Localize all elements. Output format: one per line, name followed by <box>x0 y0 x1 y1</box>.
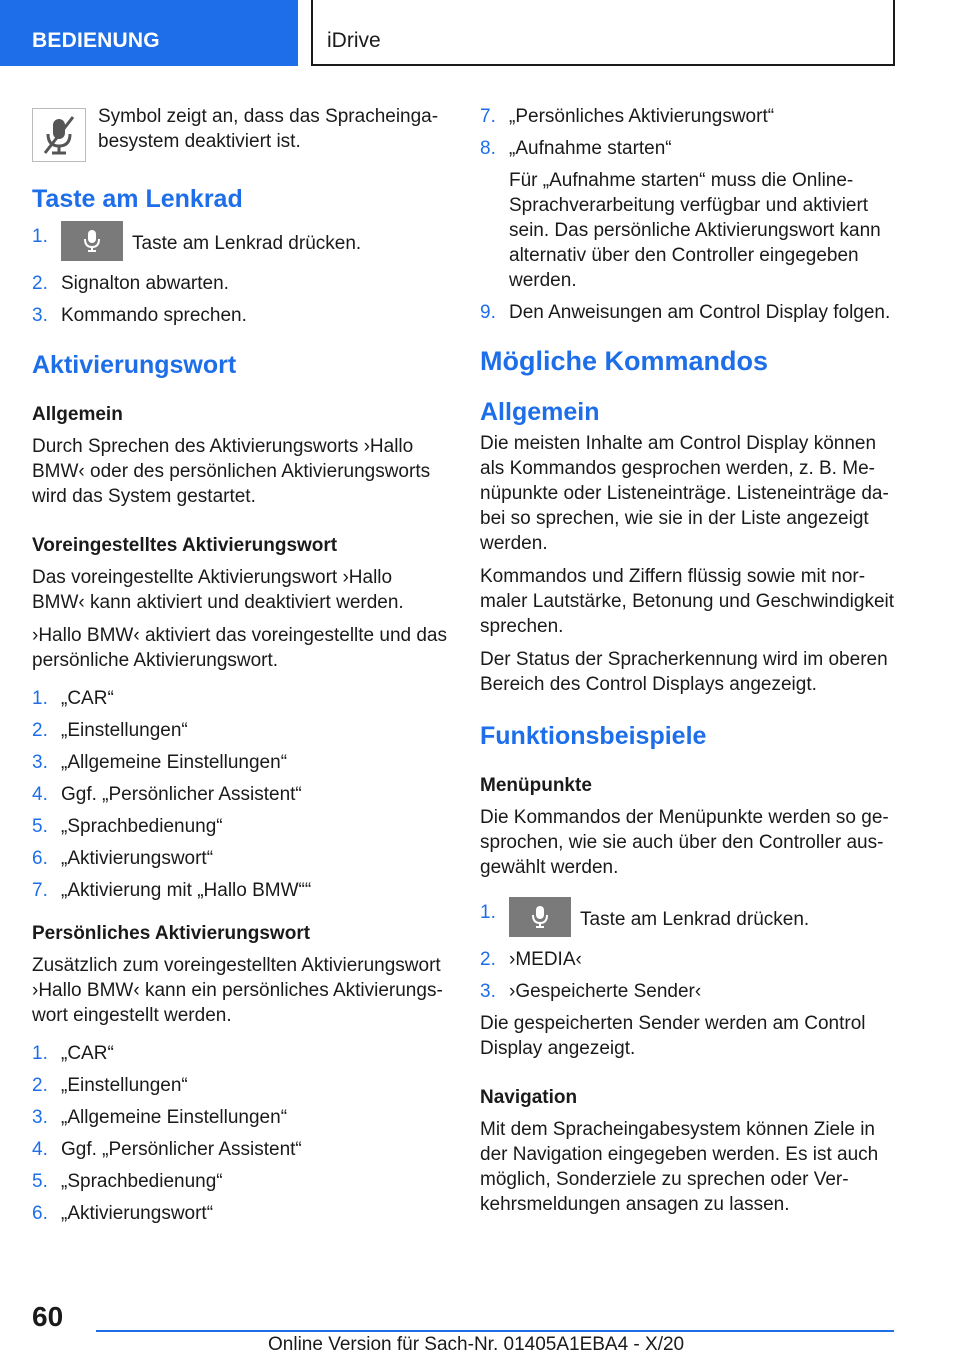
step-text: „Einstellungen“ <box>61 1075 188 1096</box>
list-item <box>32 782 447 807</box>
step-subtext: Für „Aufnahme starten“ muss die Online-Sprachverarbeitung verfügbar und aktiviert sein. Das persönliche Aktivierungswort kann alternativ über den Controller eingegeben werden. <box>509 170 881 291</box>
heading-persoenliches: Persönliches Aktivierungswort <box>32 923 311 944</box>
step-text: „Allgemeine Einstellungen“ <box>61 752 288 773</box>
list-item <box>32 271 447 296</box>
heading-taste-am-lenkrad: Taste am Lenkrad <box>32 185 243 213</box>
list-item <box>32 846 447 871</box>
voreingestellt-text-1: Das voreingestellte Aktivierungswort ›Hallo BMW‹ kann aktiviert und deaktiviert werden. <box>32 567 404 613</box>
heading-allgemein: Allgemein <box>32 404 123 425</box>
header-chapter-label: iDrive <box>327 29 381 52</box>
step-text: Den Anweisungen am Control Display folgen. <box>509 302 891 323</box>
step-number: 2. <box>32 1075 48 1096</box>
symbol-text: Symbol zeigt an, dass das Spracheingabesystem deaktiviert ist. <box>98 106 439 152</box>
step-number: 1. <box>32 688 48 709</box>
step-number: 7. <box>32 880 48 901</box>
heading-aktivierungswort: Aktivierungswort <box>32 351 237 379</box>
allgemein-p1: Die meisten Inhalte am Control Display können als Kommandos gesprochen werden, z. B. Menüpunkte oder Listeneinträge. Listeneinträge dabei so sprechen, wie sie in der Liste angezeigt werden. <box>480 433 889 554</box>
step-text: „Aktivierungswort“ <box>61 848 214 869</box>
step-text: „CAR“ <box>61 1043 114 1064</box>
step-text: „Aktivierungswort“ <box>61 1203 214 1224</box>
step-text: ›MEDIA‹ <box>509 949 582 970</box>
list-item <box>32 303 447 328</box>
microphone-icon <box>509 897 571 937</box>
step-number: 7. <box>480 106 496 127</box>
right-column <box>480 100 898 1217</box>
symbol-note <box>32 100 447 154</box>
step-number: 3. <box>480 981 496 1002</box>
heading-funktionsbeispiele: Funktionsbeispiele <box>480 722 707 750</box>
voreingestellt-steps <box>32 686 447 903</box>
taste-steps <box>32 224 447 328</box>
voreingestellt-text-2: ›Hallo BMW‹ aktiviert das voreingestellte und das persönliche Aktivierungswort. <box>32 625 448 671</box>
continued-steps <box>480 104 898 325</box>
step-text: Kommando sprechen. <box>61 305 247 326</box>
step-number: 5. <box>32 1171 48 1192</box>
allgemein-text: Durch Sprechen des Aktivierungsworts ›Hallo BMW‹ oder des persönlichen Aktivierungsworts wird das System gestartet. <box>32 436 431 507</box>
list-item <box>32 814 447 839</box>
footer-online-version: Online Version für Sach-Nr. 01405A1EBA4 - X/20 <box>268 1334 685 1355</box>
step-text: „Aktivierung mit „Hallo BMW““ <box>61 880 312 901</box>
list-item <box>32 750 447 775</box>
heading-allgemein-right: Allgemein <box>480 398 600 426</box>
header-section-label: BEDIENUNG <box>32 29 160 52</box>
list-item <box>32 1073 447 1098</box>
left-column <box>32 100 447 1233</box>
step-text: Signalton abwarten. <box>61 273 229 294</box>
step-text: „Einstellungen“ <box>61 720 188 741</box>
heading-voreingestelltes: Voreingestelltes Aktivierungswort <box>32 535 338 556</box>
list-item <box>480 136 898 293</box>
step-text: Ggf. „Persönlicher Assistent“ <box>61 784 302 805</box>
header-chapter <box>311 0 895 66</box>
step-number: 1. <box>32 226 48 247</box>
step-number: 1. <box>480 902 496 923</box>
heading-menuepunkte: Menüpunkte <box>480 775 592 796</box>
list-item <box>32 1137 447 1162</box>
list-item <box>32 686 447 711</box>
step-number: 1. <box>32 1043 48 1064</box>
menue-text: Die Kommandos der Menüpunkte werden so gesprochen, wie sie auch über den Controller ausgewählt werden. <box>480 807 889 878</box>
step-text: „Allgemeine Einstellungen“ <box>61 1107 288 1128</box>
step-number: 5. <box>32 816 48 837</box>
allgemein-p2: Kommandos und Ziffern flüssig sowie mit normaler Lautstärke, Betonung und Geschwindigkeit sprechen. <box>480 566 895 637</box>
navigation-text: Mit dem Spracheingabesystem können Ziele in der Navigation eingegeben werden. Es ist auch möglich, Sonderziele zu sprechen oder Verkehrsmeldungen ansagen zu lassen. <box>480 1119 879 1215</box>
footer-divider <box>96 1330 894 1332</box>
page-number: 60 <box>32 1301 64 1332</box>
list-item <box>32 718 447 743</box>
header-section <box>0 0 298 66</box>
step-number: 3. <box>32 752 48 773</box>
allgemein-p3: Der Status der Spracherkennung wird im oberen Bereich des Control Displays angezeigt. <box>480 649 888 695</box>
step-text: „Sprachbedienung“ <box>61 1171 223 1192</box>
step-text: „Persönliches Aktivierungswort“ <box>509 106 775 127</box>
step-text: Taste am Lenkrad drücken. <box>132 233 362 255</box>
step-text: „CAR“ <box>61 688 114 709</box>
list-item <box>480 979 898 1004</box>
step-number: 4. <box>32 784 48 805</box>
microphone-off-icon <box>32 108 86 162</box>
step-text: „Aufnahme starten“ <box>509 138 672 159</box>
menue-steps <box>480 900 898 1004</box>
step-number: 6. <box>32 848 48 869</box>
step-number: 3. <box>32 1107 48 1128</box>
list-item <box>32 224 447 264</box>
list-item <box>480 104 898 129</box>
list-item <box>480 300 898 325</box>
step-number: 4. <box>32 1139 48 1160</box>
step-number: 8. <box>480 138 496 159</box>
list-item <box>32 1169 447 1194</box>
list-item <box>480 947 898 972</box>
persoenlich-steps <box>32 1041 447 1226</box>
list-item <box>32 1201 447 1226</box>
list-item <box>480 900 898 940</box>
step-text: ›Gespeicherte Sender‹ <box>509 981 702 1002</box>
step-text: Ggf. „Persönlicher Assistent“ <box>61 1139 302 1160</box>
list-item <box>32 878 447 903</box>
microphone-icon <box>61 221 123 261</box>
step-text: Taste am Lenkrad drücken. <box>580 909 810 931</box>
step-number: 2. <box>32 273 48 294</box>
heading-navigation: Navigation <box>480 1087 578 1108</box>
list-item <box>32 1105 447 1130</box>
menue-after-text: Die gespeicherten Sender werden am Control Display angezeigt. <box>480 1013 866 1059</box>
step-text: „Sprachbedienung“ <box>61 816 223 837</box>
persoenlich-text: Zusätzlich zum voreingestellten Aktivierungswort ›Hallo BMW‹ kann ein persönliches Aktivierungswort eingestellt werden. <box>32 955 443 1026</box>
step-number: 2. <box>480 949 496 970</box>
step-number: 2. <box>32 720 48 741</box>
step-number: 6. <box>32 1203 48 1224</box>
step-number: 9. <box>480 302 496 323</box>
heading-moegliche-kommandos: Mögliche Kommandos <box>480 346 769 376</box>
step-number: 3. <box>32 305 48 326</box>
list-item <box>32 1041 447 1066</box>
